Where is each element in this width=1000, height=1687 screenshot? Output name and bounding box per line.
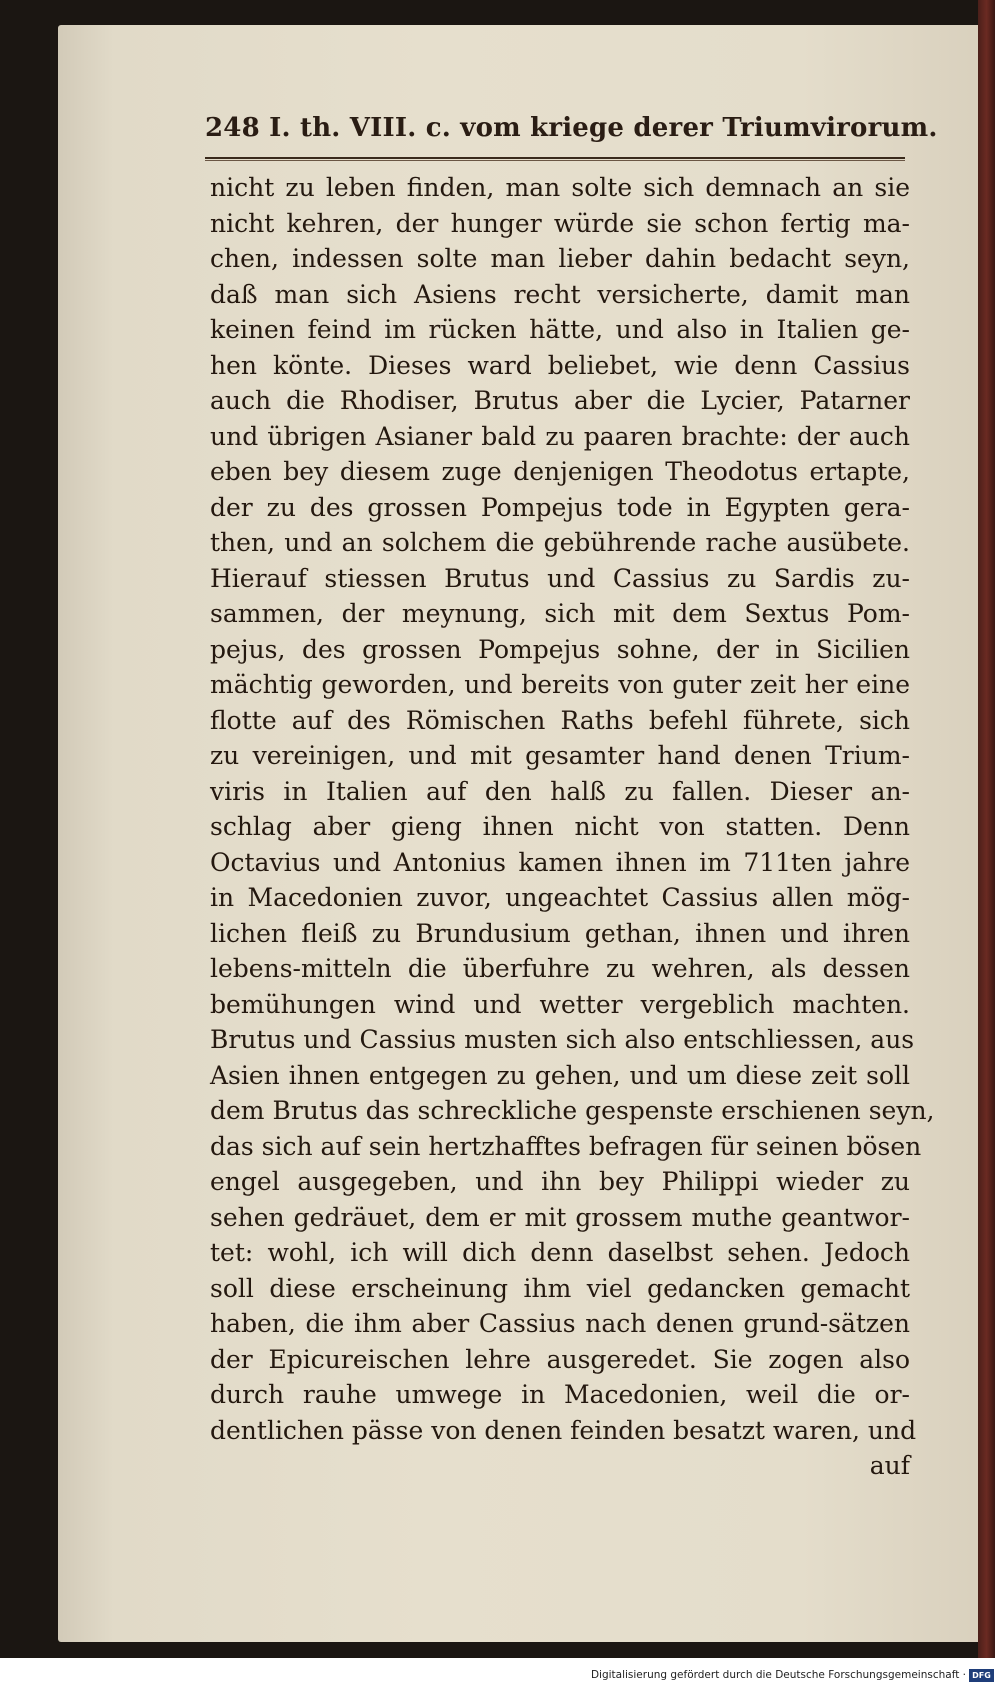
text-line: durch rauhe umwege in Macedonien, weil die or- (210, 1380, 910, 1409)
text-line: der Epicureischen lehre ausgeredet. Sie zogen also (210, 1344, 910, 1374)
text-line: nicht kehren, der hunger würde sie schon fertig ma- (210, 208, 910, 238)
text-line: und übrigen Asianer bald zu paaren brachte: der auch (210, 421, 910, 451)
text-line: das sich auf sein hertzhafftes befragen für seinen bösen (210, 1131, 922, 1161)
funding-credit: Digitalisierung gefördert durch die Deutsche Forschungsgemeinschaft · (590, 1669, 966, 1681)
text-line: hen könte. Dieses ward beliebet, wie denn Cassius (210, 350, 910, 380)
footer-bar (0, 1666, 1000, 1687)
text-line: auch die Rhodiser, Brutus aber die Lycier, Patarner (210, 386, 910, 415)
text-line: eben bey diesem zuge denjenigen Theodotus ertapte, (210, 457, 910, 486)
text-line: engel ausgegeben, und ihn bey Philippi wieder zu (210, 1167, 910, 1196)
text-line: sammen, der meynung, sich mit dem Sextus Pom- (210, 599, 910, 628)
text-line: schlag aber gieng ihnen nicht von statten. Denn (210, 812, 910, 841)
text-line: flotte auf des Römischen Raths befehl führete, sich (210, 705, 910, 735)
text-line: lebens-mitteln die überfuhre zu wehren, als dessen (210, 954, 910, 983)
text-line: then, und an solchem die gebührende rache ausübete. (210, 528, 910, 557)
text-line: lichen fleiß zu Brundusium gethan, ihnen und ihren (210, 918, 910, 948)
text-line: mächtig geworden, und bereits von guter zeit her eine (210, 670, 910, 699)
text-line: dem Brutus das schreckliche gespenste erschienen seyn, (210, 1096, 935, 1125)
text-line: pejus, des grossen Pompejus sohne, der in Sicilien (210, 634, 910, 664)
text-line: soll diese erscheinung ihm viel gedancken gemacht (210, 1273, 910, 1303)
text-line: auf (869, 1451, 910, 1480)
text-line: haben, die ihm aber Cassius nach denen grund-sätzen (210, 1309, 910, 1338)
text-line: Asien ihnen entgegen zu gehen, und um diese zeit soll (210, 1060, 910, 1090)
text-line: viris in Italien auf den halß zu fallen. Dieser an- (210, 776, 910, 806)
page-body-text (210, 170, 935, 1484)
text-line: Brutus und Cassius musten sich also entschliessen, aus (210, 1025, 915, 1054)
text-line: keinen feind im rücken hätte, und also in Italien ge- (210, 315, 910, 344)
text-line: daß man sich Asiens recht versicherte, damit man (210, 279, 910, 309)
text-line: dentlichen pässe von denen feinden besatzt waren, und (210, 1415, 917, 1445)
text-line: sehen gedräuet, dem er mit grossem muthe geantwor- (210, 1202, 910, 1232)
header-rule (205, 157, 905, 159)
header-rule-thin (205, 160, 905, 161)
text-line: der zu des grossen Pompejus tode in Egypten gera- (210, 492, 910, 522)
dfg-logo-icon: DFG (969, 1669, 994, 1682)
running-head: 248 I. th. VIII. c. vom kriege derer Triumvirorum. (205, 113, 938, 143)
text-line: bemühungen wind und wetter vergeblich machten. (210, 989, 910, 1019)
text-line: in Macedonien zuvor, ungeachtet Cassius allen mög- (210, 883, 910, 912)
text-line: nicht zu leben finden, man solte sich demnach an sie (210, 173, 910, 202)
text-line: Hierauf stiessen Brutus und Cassius zu Sardis zu- (210, 563, 910, 593)
text-line: zu vereinigen, und mit gesamter hand denen Trium- (210, 741, 910, 770)
text-line: tet: wohl, ich will dich denn daselbst sehen. Jedoch (210, 1238, 910, 1267)
text-line: chen, indessen solte man lieber dahin bedacht seyn, (210, 244, 910, 273)
book-binding (978, 0, 995, 1658)
text-line: Octavius und Antonius kamen ihnen im 711ten jahre (210, 847, 910, 877)
